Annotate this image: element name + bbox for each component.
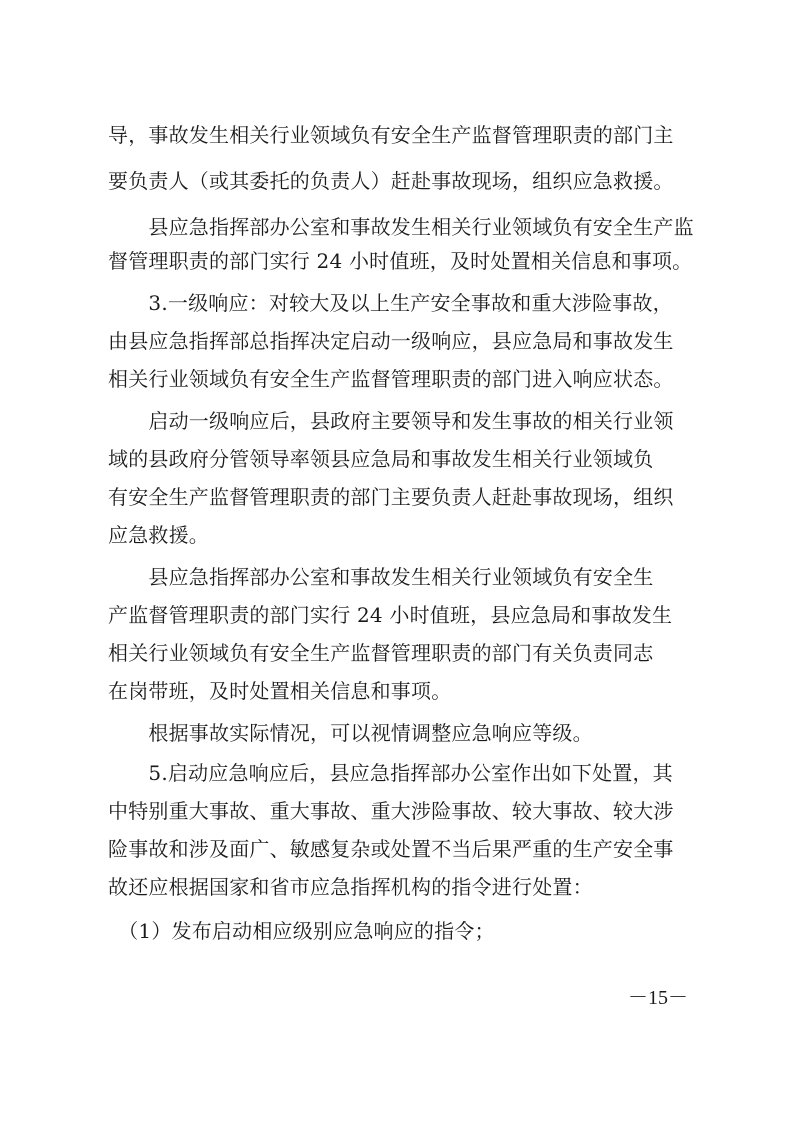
- text-line: 导，事故发生相关行业领域负有安全生产监督管理职责的部门主: [108, 123, 674, 147]
- text-line: 县应急指挥部办公室和事故发生相关行业领域负有安全生产监: [108, 215, 694, 239]
- text-line: 启动一级响应后，县政府主要领导和发生事故的相关行业领: [108, 409, 674, 433]
- text-line: 督管理职责的部门实行 24 小时值班，及时处置相关信息和事项。: [108, 249, 693, 273]
- page-number: －15－: [628, 987, 688, 1009]
- text-line: 域的县政府分管领导率领县应急局和事故发生相关行业领域负: [108, 447, 654, 471]
- text-line: 有安全生产监督管理职责的部门主要负责人赶赴事故现场，组织: [108, 485, 674, 509]
- text-line: 3.一级响应：对较大及以上生产安全事故和重大涉险事故，: [108, 291, 673, 315]
- text-line: 产监督管理职责的部门实行 24 小时值班，县应急局和事故发生: [108, 603, 673, 627]
- text-line: 在岗带班，及时处置相关信息和事项。: [108, 679, 452, 703]
- text-line: 县应急指挥部办公室和事故发生相关行业领域负有安全生: [108, 565, 654, 589]
- text-line: 应急救援。: [108, 523, 209, 547]
- text-line: 由县应急指挥部总指挥决定启动一级响应，县应急局和事故发生: [108, 329, 674, 353]
- text-line: （1）发布启动相应级别应急响应的指令；: [108, 919, 495, 943]
- text-line: 中特别重大事故、重大事故、重大涉险事故、较大事故、较大涉: [108, 799, 674, 823]
- text-line: 相关行业领域负有安全生产监督管理职责的部门有关负责同志: [108, 641, 654, 665]
- text-line: 故还应根据国家和省市应急指挥机构的指令进行处置：: [108, 875, 593, 899]
- text-line: 险事故和涉及面广、敏感复杂或处置不当后果严重的生产安全事: [108, 837, 674, 861]
- text-line: 根据事故实际情况，可以视情调整应急响应等级。: [108, 721, 593, 745]
- text-line: 要负责人（或其委托的负责人）赶赴事故现场，组织应急救援。: [108, 169, 674, 193]
- text-line: 相关行业领域负有安全生产监督管理职责的部门进入响应状态。: [108, 367, 674, 391]
- text-line: 5.启动应急响应后，县应急指挥部办公室作出如下处置，其: [108, 761, 673, 785]
